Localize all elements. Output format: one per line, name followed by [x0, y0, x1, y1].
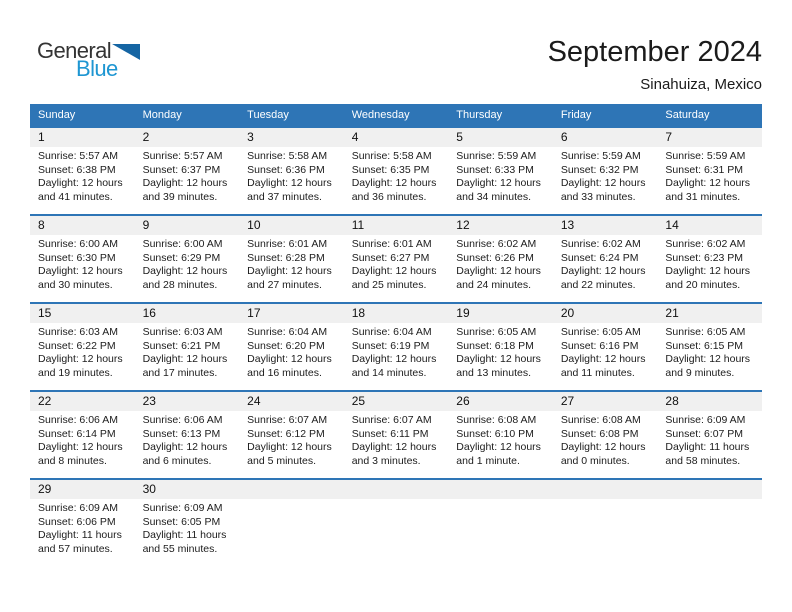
day-number: 7 — [657, 128, 762, 147]
day-number: 23 — [135, 392, 240, 411]
daylight-line1: Daylight: 12 hours — [665, 177, 751, 190]
sunset-text: Sunset: 6:06 PM — [38, 515, 116, 528]
sunset-text: Sunset: 6:11 PM — [351, 427, 429, 440]
day-details — [553, 499, 658, 502]
day-details — [30, 499, 135, 556]
daylight-line1: Daylight: 12 hours — [247, 177, 332, 190]
sunset-text: Sunset: 6:14 PM — [38, 427, 116, 440]
daylight-line2: and 19 minutes. — [38, 366, 113, 379]
week-row-4 — [30, 390, 762, 478]
daylight-line2: and 25 minutes. — [351, 278, 427, 291]
day-details — [448, 323, 553, 380]
day-details — [30, 411, 135, 468]
weekday-header-thursday: Thursday — [456, 109, 503, 121]
day-number: 10 — [239, 216, 344, 235]
day-cell-empty — [553, 480, 658, 566]
day-cell-6 — [553, 128, 658, 214]
sunset-text: Sunset: 6:29 PM — [142, 251, 221, 264]
day-cell-27 — [553, 392, 658, 478]
sunset-text: Sunset: 6:18 PM — [456, 339, 534, 352]
day-cell-empty — [448, 480, 553, 566]
day-details — [553, 235, 658, 292]
day-details — [239, 411, 344, 468]
day-cell-empty — [239, 480, 344, 566]
day-number: 11 — [344, 216, 449, 235]
daylight-line1: Daylight: 12 hours — [351, 265, 437, 278]
sunset-text: Sunset: 6:28 PM — [247, 251, 325, 264]
day-number: 20 — [553, 304, 658, 323]
sunrise-text: Sunrise: 6:03 AM — [142, 326, 223, 338]
sunset-text: Sunset: 6:07 PM — [665, 427, 744, 440]
day-number: 29 — [30, 480, 135, 499]
sunset-text: Sunset: 6:10 PM — [456, 427, 534, 440]
day-cell-18 — [344, 304, 449, 390]
daylight-line1: Daylight: 12 hours — [351, 441, 437, 454]
location-subtitle: Sinahuiza, Mexico — [640, 76, 762, 93]
sunrise-text: Sunrise: 5:58 AM — [351, 150, 432, 162]
day-details — [448, 147, 553, 204]
day-number: 21 — [657, 304, 762, 323]
sunrise-text: Sunrise: 6:01 AM — [351, 238, 432, 250]
day-details — [344, 499, 449, 502]
sunset-text: Sunset: 6:19 PM — [351, 339, 430, 352]
day-cell-30 — [135, 480, 240, 566]
daylight-line2: and 0 minutes. — [560, 454, 630, 467]
day-number: 28 — [657, 392, 762, 411]
day-cell-15 — [30, 304, 135, 390]
sunset-text: Sunset: 6:13 PM — [142, 427, 221, 440]
daylight-line2: and 8 minutes. — [38, 454, 107, 467]
day-number: 16 — [135, 304, 240, 323]
logo-text-general: General — [37, 38, 112, 63]
day-details — [553, 411, 658, 468]
day-cell-14 — [657, 216, 762, 302]
daylight-line1: Daylight: 12 hours — [142, 265, 228, 278]
weekday-header-saturday: Saturday — [665, 109, 710, 121]
daylight-line2: and 24 minutes. — [456, 278, 531, 291]
day-number: 24 — [239, 392, 344, 411]
daylight-line2: and 34 minutes. — [456, 190, 531, 203]
day-number: 13 — [553, 216, 658, 235]
day-number: 19 — [448, 304, 553, 323]
day-cell-4 — [344, 128, 449, 214]
daylight-line2: and 3 minutes. — [351, 454, 421, 467]
day-number — [553, 480, 658, 499]
daylight-line2: and 11 minutes. — [560, 366, 635, 379]
daylight-line1: Daylight: 12 hours — [665, 353, 751, 366]
daylight-line1: Daylight: 12 hours — [351, 177, 437, 190]
week-row-2 — [30, 214, 762, 302]
day-details — [239, 323, 344, 380]
daylight-line1: Daylight: 12 hours — [560, 353, 646, 366]
day-number: 12 — [448, 216, 553, 235]
sunset-text: Sunset: 6:31 PM — [665, 163, 744, 176]
sunset-text: Sunset: 6:16 PM — [560, 339, 639, 352]
daylight-line2: and 37 minutes. — [247, 190, 322, 203]
day-number: 15 — [30, 304, 135, 323]
day-cell-13 — [553, 216, 658, 302]
sunset-text: Sunset: 6:36 PM — [247, 163, 325, 176]
day-cell-empty — [657, 480, 762, 566]
day-cell-10 — [239, 216, 344, 302]
day-number: 27 — [553, 392, 658, 411]
day-number: 8 — [30, 216, 135, 235]
day-cell-24 — [239, 392, 344, 478]
daylight-line1: Daylight: 12 hours — [247, 265, 332, 278]
sunrise-text: Sunrise: 6:02 AM — [665, 238, 746, 250]
daylight-line1: Daylight: 11 hours — [142, 529, 227, 542]
day-details — [657, 235, 762, 292]
day-cell-empty — [344, 480, 449, 566]
daylight-line1: Daylight: 12 hours — [351, 353, 437, 366]
day-details — [553, 147, 658, 204]
day-cell-11 — [344, 216, 449, 302]
sunset-text: Sunset: 6:32 PM — [560, 163, 639, 176]
daylight-line1: Daylight: 12 hours — [456, 177, 541, 190]
sunrise-text: Sunrise: 6:08 AM — [456, 414, 537, 426]
day-details — [448, 499, 553, 502]
day-details — [344, 147, 449, 204]
week-row-1 — [30, 126, 762, 214]
daylight-line1: Daylight: 12 hours — [38, 177, 123, 190]
daylight-line2: and 17 minutes. — [142, 366, 218, 379]
day-details — [657, 411, 762, 468]
day-cell-12 — [448, 216, 553, 302]
sunrise-text: Sunrise: 5:59 AM — [456, 150, 537, 162]
day-cell-3 — [239, 128, 344, 214]
day-cell-22 — [30, 392, 135, 478]
day-number: 4 — [344, 128, 449, 147]
day-cell-2 — [135, 128, 240, 214]
sunrise-text: Sunrise: 6:06 AM — [142, 414, 223, 426]
daylight-line1: Daylight: 12 hours — [665, 265, 751, 278]
page-title: September 2024 — [547, 36, 762, 68]
weekday-header-sunday: Sunday — [38, 109, 76, 121]
day-cell-5 — [448, 128, 553, 214]
sunrise-text: Sunrise: 6:02 AM — [456, 238, 537, 250]
daylight-line2: and 30 minutes. — [38, 278, 113, 291]
sunrise-text: Sunrise: 6:01 AM — [247, 238, 328, 250]
daylight-line1: Daylight: 12 hours — [142, 177, 228, 190]
day-cell-1 — [30, 128, 135, 214]
sunrise-text: Sunrise: 6:03 AM — [38, 326, 118, 338]
day-cell-28 — [657, 392, 762, 478]
day-details — [448, 411, 553, 468]
daylight-line2: and 41 minutes. — [38, 190, 113, 203]
sunset-text: Sunset: 6:05 PM — [142, 515, 221, 528]
day-number: 25 — [344, 392, 449, 411]
sunrise-text: Sunrise: 6:06 AM — [38, 414, 118, 426]
logo — [37, 40, 140, 80]
day-cell-17 — [239, 304, 344, 390]
sunrise-text: Sunrise: 5:59 AM — [560, 150, 641, 162]
weeks — [30, 126, 762, 566]
day-number: 2 — [135, 128, 240, 147]
day-details — [344, 323, 449, 380]
daylight-line2: and 14 minutes. — [351, 366, 427, 379]
sunrise-text: Sunrise: 6:09 AM — [665, 414, 746, 426]
sunrise-text: Sunrise: 5:58 AM — [247, 150, 328, 162]
daylight-line2: and 31 minutes. — [665, 190, 741, 203]
daylight-line1: Daylight: 12 hours — [38, 353, 123, 366]
sunset-text: Sunset: 6:35 PM — [351, 163, 430, 176]
sunset-text: Sunset: 6:15 PM — [665, 339, 744, 352]
daylight-line1: Daylight: 12 hours — [456, 353, 541, 366]
day-number — [239, 480, 344, 499]
daylight-line1: Daylight: 12 hours — [247, 353, 332, 366]
sunrise-text: Sunrise: 6:09 AM — [142, 502, 223, 514]
day-cell-26 — [448, 392, 553, 478]
day-number — [344, 480, 449, 499]
sunrise-text: Sunrise: 6:04 AM — [247, 326, 328, 338]
day-details — [344, 411, 449, 468]
daylight-line2: and 36 minutes. — [351, 190, 427, 203]
logo-text-blue: Blue — [76, 56, 118, 81]
day-number: 9 — [135, 216, 240, 235]
sunrise-text: Sunrise: 5:57 AM — [142, 150, 223, 162]
day-number — [657, 480, 762, 499]
daylight-line2: and 28 minutes. — [142, 278, 218, 291]
daylight-line1: Daylight: 12 hours — [560, 265, 646, 278]
sunrise-text: Sunrise: 6:00 AM — [38, 238, 118, 250]
title-block — [548, 36, 762, 93]
day-details — [135, 411, 240, 468]
day-number: 5 — [448, 128, 553, 147]
daylight-line1: Daylight: 12 hours — [560, 177, 646, 190]
weekday-header-friday: Friday — [560, 109, 592, 121]
weekday-header-monday: Monday — [142, 109, 182, 121]
day-number: 1 — [30, 128, 135, 147]
daylight-line2: and 16 minutes. — [247, 366, 322, 379]
sunrise-text: Sunrise: 5:57 AM — [38, 150, 118, 162]
sunrise-text: Sunrise: 5:59 AM — [665, 150, 746, 162]
sunrise-text: Sunrise: 6:00 AM — [142, 238, 223, 250]
day-details — [135, 235, 240, 292]
sunset-text: Sunset: 6:23 PM — [665, 251, 744, 264]
sunrise-text: Sunrise: 6:04 AM — [351, 326, 432, 338]
daylight-line1: Daylight: 12 hours — [247, 441, 332, 454]
daylight-line1: Daylight: 11 hours — [665, 441, 750, 454]
day-cell-21 — [657, 304, 762, 390]
day-cell-16 — [135, 304, 240, 390]
day-details — [135, 147, 240, 204]
sunset-text: Sunset: 6:08 PM — [560, 427, 639, 440]
daylight-line2: and 20 minutes. — [665, 278, 741, 291]
day-details — [135, 323, 240, 380]
day-number: 22 — [30, 392, 135, 411]
sunset-text: Sunset: 6:22 PM — [38, 339, 116, 352]
daylight-line1: Daylight: 12 hours — [38, 265, 123, 278]
sunset-text: Sunset: 6:30 PM — [38, 251, 116, 264]
weekday-header-row — [30, 104, 762, 126]
day-cell-29 — [30, 480, 135, 566]
daylight-line1: Daylight: 12 hours — [142, 353, 228, 366]
daylight-line1: Daylight: 12 hours — [142, 441, 228, 454]
sunset-text: Sunset: 6:24 PM — [560, 251, 639, 264]
day-details — [239, 235, 344, 292]
day-cell-25 — [344, 392, 449, 478]
day-number: 17 — [239, 304, 344, 323]
day-details — [239, 147, 344, 204]
sunset-text: Sunset: 6:26 PM — [456, 251, 534, 264]
day-cell-23 — [135, 392, 240, 478]
sunrise-text: Sunrise: 6:05 AM — [560, 326, 641, 338]
sunset-text: Sunset: 6:20 PM — [247, 339, 325, 352]
daylight-line2: and 55 minutes. — [142, 542, 218, 555]
daylight-line2: and 33 minutes. — [560, 190, 636, 203]
daylight-line2: and 27 minutes. — [247, 278, 322, 291]
sunrise-text: Sunrise: 6:07 AM — [351, 414, 432, 426]
day-details — [657, 147, 762, 204]
day-number: 3 — [239, 128, 344, 147]
daylight-line1: Daylight: 12 hours — [456, 441, 541, 454]
sunset-text: Sunset: 6:12 PM — [247, 427, 325, 440]
day-details — [657, 323, 762, 380]
daylight-line2: and 39 minutes. — [142, 190, 218, 203]
day-cell-8 — [30, 216, 135, 302]
day-cell-19 — [448, 304, 553, 390]
day-cell-9 — [135, 216, 240, 302]
week-row-3 — [30, 302, 762, 390]
day-details — [344, 235, 449, 292]
day-number: 26 — [448, 392, 553, 411]
day-details — [30, 147, 135, 204]
daylight-line2: and 13 minutes. — [456, 366, 531, 379]
day-details — [30, 235, 135, 292]
sunset-text: Sunset: 6:38 PM — [38, 163, 116, 176]
day-cell-7 — [657, 128, 762, 214]
day-details — [553, 323, 658, 380]
week-row-5 — [30, 478, 762, 566]
day-number — [448, 480, 553, 499]
day-details — [239, 499, 344, 502]
sunrise-text: Sunrise: 6:07 AM — [247, 414, 328, 426]
sunrise-text: Sunrise: 6:05 AM — [665, 326, 746, 338]
sunset-text: Sunset: 6:37 PM — [142, 163, 221, 176]
day-cell-20 — [553, 304, 658, 390]
sunrise-text: Sunrise: 6:08 AM — [560, 414, 641, 426]
daylight-line1: Daylight: 11 hours — [38, 529, 122, 542]
weekday-header-tuesday: Tuesday — [247, 109, 289, 121]
sunrise-text: Sunrise: 6:05 AM — [456, 326, 537, 338]
daylight-line1: Daylight: 12 hours — [560, 441, 646, 454]
sunset-text: Sunset: 6:27 PM — [351, 251, 430, 264]
sunset-text: Sunset: 6:21 PM — [142, 339, 221, 352]
day-number: 30 — [135, 480, 240, 499]
day-number: 6 — [553, 128, 658, 147]
calendar-table — [30, 104, 762, 566]
day-number: 14 — [657, 216, 762, 235]
sunrise-text: Sunrise: 6:09 AM — [38, 502, 118, 514]
weekday-header-wednesday: Wednesday — [351, 109, 410, 121]
daylight-line1: Daylight: 12 hours — [38, 441, 123, 454]
daylight-line2: and 5 minutes. — [247, 454, 317, 467]
daylight-line2: and 1 minute. — [456, 454, 520, 467]
daylight-line1: Daylight: 12 hours — [456, 265, 541, 278]
daylight-line2: and 57 minutes. — [38, 542, 113, 555]
daylight-line2: and 6 minutes. — [142, 454, 212, 467]
day-details — [448, 235, 553, 292]
day-details — [135, 499, 240, 556]
sunset-text: Sunset: 6:33 PM — [456, 163, 534, 176]
day-number: 18 — [344, 304, 449, 323]
sunrise-text: Sunrise: 6:02 AM — [560, 238, 641, 250]
daylight-line2: and 58 minutes. — [665, 454, 741, 467]
daylight-line2: and 22 minutes. — [560, 278, 636, 291]
daylight-line2: and 9 minutes. — [665, 366, 735, 379]
day-details — [657, 499, 762, 502]
day-details — [30, 323, 135, 380]
